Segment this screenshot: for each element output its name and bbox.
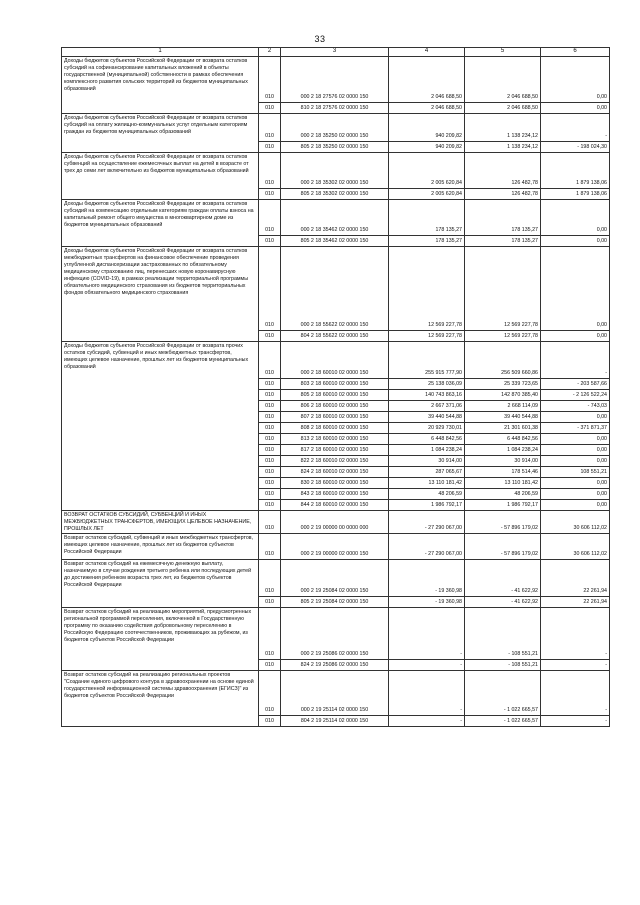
value-col-6: 0,00 — [541, 247, 610, 331]
value-col-4: 178 135,27 — [389, 200, 465, 236]
table-row — [62, 247, 610, 331]
budget-classification-code: 822 2 18 60010 02 0000 150 — [281, 456, 389, 467]
column-header: 5 — [465, 48, 541, 57]
value-col-5: 12 569 227,78 — [465, 247, 541, 331]
row-code: 010 — [259, 103, 281, 114]
value-col-4: - — [389, 716, 465, 727]
row-code: 010 — [259, 236, 281, 247]
row-code: 010 — [259, 142, 281, 153]
value-col-4: 940 209,82 — [389, 142, 465, 153]
budget-classification-code: 808 2 18 60010 02 0000 150 — [281, 423, 389, 434]
budget-classification-code: 000 2 18 60010 02 0000 150 — [281, 342, 389, 379]
value-col-4: 2 046 688,50 — [389, 103, 465, 114]
value-col-5: 2 668 114,09 — [465, 401, 541, 412]
budget-classification-code: 843 2 18 60010 02 0000 150 — [281, 489, 389, 500]
value-col-4: 6 448 842,56 — [389, 434, 465, 445]
table-row — [62, 671, 610, 716]
value-col-5: - 108 551,21 — [465, 608, 541, 660]
value-col-6: 0,00 — [541, 445, 610, 456]
value-col-6: 1 879 138,06 — [541, 189, 610, 200]
value-col-5: - 41 622,92 — [465, 560, 541, 597]
column-header: 1 — [62, 48, 259, 57]
budget-classification-code: 805 2 18 35250 02 0000 150 — [281, 142, 389, 153]
value-col-4: 2 046 688,50 — [389, 57, 465, 103]
row-description: Возврат остатков субсидий, субвенций и иных межбюджетных трансфертов, имеющих целевое назначение, прошлых лет из бюджетов субъектов Российской Федерации — [62, 534, 259, 560]
value-col-5: 2 046 688,50 — [465, 57, 541, 103]
row-code: 010 — [259, 456, 281, 467]
value-col-5: 178 135,27 — [465, 236, 541, 247]
revenue-table — [61, 47, 610, 727]
row-description: Доходы бюджетов субъектов Российской Федерации от возврата остатков межбюджетных трансфертов на финансовое обеспечение проведения углубленной диспансеризации застрахованных по обязательному медицинскому страхованию лиц, перенесших новую коронавирусную инфекцию (COVID-19), в рамках реализации территориальной программы обязательного медицинского страхования из бюджетов территориальных фондов обязательного медицинского страхования — [62, 247, 259, 342]
value-col-6: 0,00 — [541, 434, 610, 445]
value-col-6: 0,00 — [541, 478, 610, 489]
value-col-6: 0,00 — [541, 57, 610, 103]
value-col-6: - — [541, 671, 610, 716]
row-code: 010 — [259, 247, 281, 331]
row-code: 010 — [259, 489, 281, 500]
value-col-4: 48 206,59 — [389, 489, 465, 500]
budget-classification-code: 805 2 19 25084 02 0000 150 — [281, 597, 389, 608]
value-col-6: 0,00 — [541, 500, 610, 511]
table-row — [62, 153, 610, 189]
row-code: 010 — [259, 716, 281, 727]
value-col-5: 178 135,27 — [465, 200, 541, 236]
value-col-6: 0,00 — [541, 103, 610, 114]
value-col-4: 25 138 036,09 — [389, 379, 465, 390]
value-col-5: 1 138 234,12 — [465, 142, 541, 153]
budget-classification-code: 805 2 18 35462 02 0000 150 — [281, 236, 389, 247]
value-col-5: 126 482,78 — [465, 189, 541, 200]
budget-classification-code: 000 2 18 35250 02 0000 150 — [281, 114, 389, 142]
value-col-6: 0,00 — [541, 456, 610, 467]
value-col-5: 1 986 792,17 — [465, 500, 541, 511]
row-code: 010 — [259, 608, 281, 660]
row-description: Доходы бюджетов субъектов Российской Федерации от возврата остатков субсидий на оплату жилищно-коммунальных услуг отдельным категориям граждан из бюджетов муниципальных образований — [62, 114, 259, 153]
budget-classification-code: 824 2 19 25086 02 0000 150 — [281, 660, 389, 671]
value-col-5: 1 084 238,24 — [465, 445, 541, 456]
row-code: 010 — [259, 412, 281, 423]
value-col-5: 21 301 601,38 — [465, 423, 541, 434]
budget-classification-code: 000 2 18 35302 02 0000 150 — [281, 153, 389, 189]
value-col-4: 178 135,27 — [389, 236, 465, 247]
budget-classification-code: 810 2 18 27576 02 0000 150 — [281, 103, 389, 114]
row-description: Возврат остатков субсидий на ежемесячную денежную выплату, назначаемую в случае рождения третьего ребенка или последующих детей до достижения ребенком возраста трех лет, из бюджетов субъектов Российской Федерации — [62, 560, 259, 608]
row-code: 010 — [259, 57, 281, 103]
value-col-4: 39 440 544,88 — [389, 412, 465, 423]
value-col-4: - — [389, 671, 465, 716]
value-col-6: - 2 126 522,24 — [541, 390, 610, 401]
value-col-6: 30 606 112,02 — [541, 534, 610, 560]
row-description: Возврат остатков субсидий на реализацию мероприятий, предусмотренных региональной программой переселения, включенной в Государственную программу по оказанию содействия добровольному переселению в Российскую Федерацию соотечественников, проживающих за рубежом, из бюджетов субъектов Российской Федерации — [62, 608, 259, 671]
value-col-5: 12 569 227,78 — [465, 331, 541, 342]
value-col-5: - 108 551,21 — [465, 660, 541, 671]
value-col-4: 940 209,82 — [389, 114, 465, 142]
value-col-5: - 1 022 665,57 — [465, 716, 541, 727]
budget-classification-code: 807 2 18 60010 02 0000 150 — [281, 412, 389, 423]
row-code: 010 — [259, 153, 281, 189]
value-col-4: 20 929 730,01 — [389, 423, 465, 434]
budget-classification-code: 000 2 19 25086 02 0000 150 — [281, 608, 389, 660]
budget-classification-code: 830 2 18 60010 02 0000 150 — [281, 478, 389, 489]
budget-classification-code: 804 2 18 55622 02 0000 150 — [281, 331, 389, 342]
budget-classification-code: 817 2 18 60010 02 0000 150 — [281, 445, 389, 456]
table-row — [62, 560, 610, 597]
value-col-4: - — [389, 660, 465, 671]
column-header: 6 — [541, 48, 610, 57]
value-col-4: - 19 360,98 — [389, 560, 465, 597]
value-col-4: 1 084 238,24 — [389, 445, 465, 456]
value-col-6: 0,00 — [541, 200, 610, 236]
budget-classification-code: 000 2 18 55622 02 0000 150 — [281, 247, 389, 331]
row-description: Доходы бюджетов субъектов Российской Федерации от возврата остатков субсидий на софинансирование капитальных вложений в объекты государственной (муниципальной) собственности в рамках обеспечения комплексного развития сельских территорий из бюджетов муниципальных образований — [62, 57, 259, 114]
value-col-6: 108 551,21 — [541, 467, 610, 478]
budget-classification-code: 844 2 18 60010 02 0000 150 — [281, 500, 389, 511]
row-description: ВОЗВРАТ ОСТАТКОВ СУБСИДИЙ, СУБВЕНЦИЙ И ИНЫХ МЕЖБЮДЖЕТНЫХ ТРАНСФЕРТОВ, ИМЕЮЩИХ ЦЕЛЕВОЕ НАЗНАЧЕНИЕ, ПРОШЛЫХ ЛЕТ — [62, 511, 259, 534]
row-code: 010 — [259, 390, 281, 401]
budget-classification-code: 000 2 19 00000 02 0000 150 — [281, 534, 389, 560]
column-header: 2 — [259, 48, 281, 57]
row-code: 010 — [259, 671, 281, 716]
value-col-4: 13 110 181,42 — [389, 478, 465, 489]
value-col-5: 30 914,00 — [465, 456, 541, 467]
table-row — [62, 57, 610, 103]
value-col-6: - 198 024,30 — [541, 142, 610, 153]
value-col-6: 22 261,94 — [541, 597, 610, 608]
row-description: Возврат остатков субсидий на реализацию региональных проектов "Создание единого цифрового контура в здравоохранении на основе единой государственной информационной системы здравоохранения (ЕГИСЗ)" из бюджетов субъектов Российской Федерации — [62, 671, 259, 727]
value-col-4: 2 005 620,84 — [389, 153, 465, 189]
row-code: 010 — [259, 597, 281, 608]
row-description: Доходы бюджетов субъектов Российской Федерации от возврата остатков субвенций на осуществление ежемесячных выплат на детей в возрасте от трех до семи лет включительно из бюджетов муниципальных образований — [62, 153, 259, 200]
value-col-4: - 27 290 067,00 — [389, 534, 465, 560]
row-code: 010 — [259, 467, 281, 478]
value-col-4: 12 569 227,78 — [389, 247, 465, 331]
budget-classification-code: 805 2 18 35302 02 0000 150 — [281, 189, 389, 200]
value-col-6: - — [541, 608, 610, 660]
table-row — [62, 342, 610, 379]
row-code: 010 — [259, 500, 281, 511]
value-col-6: 0,00 — [541, 236, 610, 247]
value-col-5: 1 138 234,12 — [465, 114, 541, 142]
value-col-6: 1 879 138,06 — [541, 153, 610, 189]
budget-classification-code: 000 2 19 25084 02 0000 150 — [281, 560, 389, 597]
value-col-6: - 203 587,66 — [541, 379, 610, 390]
budget-classification-code: 000 2 19 25114 02 0000 150 — [281, 671, 389, 716]
budget-classification-code: 824 2 18 60010 02 0000 150 — [281, 467, 389, 478]
value-col-5: 178 514,46 — [465, 467, 541, 478]
value-col-6: - 743,03 — [541, 401, 610, 412]
header-row — [62, 48, 610, 57]
value-col-4: 140 743 863,16 — [389, 390, 465, 401]
table-row — [62, 534, 610, 560]
value-col-5: 142 870 385,40 — [465, 390, 541, 401]
row-description: Доходы бюджетов субъектов Российской Федерации от возврата прочих остатков субсидий, субвенций и иных межбюджетных трансфертов, имеющих целевое назначение, прошлых лет из бюджетов муниципальных образований — [62, 342, 259, 511]
row-code: 010 — [259, 434, 281, 445]
value-col-5: - 1 022 665,57 — [465, 671, 541, 716]
value-col-6: - 371 871,37 — [541, 423, 610, 434]
value-col-6: - — [541, 114, 610, 142]
table-row — [62, 511, 610, 534]
row-code: 010 — [259, 660, 281, 671]
row-code: 010 — [259, 423, 281, 434]
value-col-6: - — [541, 342, 610, 379]
budget-classification-code: 000 2 18 35462 02 0000 150 — [281, 200, 389, 236]
value-col-4: 2 667 371,06 — [389, 401, 465, 412]
value-col-4: 2 005 620,84 — [389, 189, 465, 200]
value-col-5: 6 448 842,56 — [465, 434, 541, 445]
budget-classification-code: 000 2 19 00000 00 0000 000 — [281, 511, 389, 534]
value-col-4: 255 915 777,90 — [389, 342, 465, 379]
value-col-4: 287 065,67 — [389, 467, 465, 478]
value-col-4: 12 569 227,78 — [389, 331, 465, 342]
budget-classification-code: 805 2 18 60010 02 0000 150 — [281, 390, 389, 401]
row-code: 010 — [259, 331, 281, 342]
row-code: 010 — [259, 342, 281, 379]
budget-classification-code: 806 2 18 60010 02 0000 150 — [281, 401, 389, 412]
value-col-6: 22 261,94 — [541, 560, 610, 597]
value-col-6: - — [541, 716, 610, 727]
row-code: 010 — [259, 534, 281, 560]
value-col-5: 256 509 660,86 — [465, 342, 541, 379]
budget-classification-code: 000 2 18 27576 02 0000 150 — [281, 57, 389, 103]
row-code: 010 — [259, 511, 281, 534]
value-col-5: - 41 622,92 — [465, 597, 541, 608]
row-code: 010 — [259, 401, 281, 412]
table-row — [62, 608, 610, 660]
value-col-5: 126 482,78 — [465, 153, 541, 189]
row-code: 010 — [259, 478, 281, 489]
table-row — [62, 114, 610, 142]
value-col-5: - 57 896 179,02 — [465, 511, 541, 534]
value-col-6: 0,00 — [541, 331, 610, 342]
budget-classification-code: 813 2 18 60010 02 0000 150 — [281, 434, 389, 445]
row-code: 010 — [259, 114, 281, 142]
row-code: 010 — [259, 200, 281, 236]
row-code: 010 — [259, 445, 281, 456]
column-header: 4 — [389, 48, 465, 57]
value-col-6: - — [541, 660, 610, 671]
value-col-5: - 57 896 179,02 — [465, 534, 541, 560]
value-col-4: - 19 360,98 — [389, 597, 465, 608]
value-col-5: 13 110 181,42 — [465, 478, 541, 489]
column-header: 3 — [281, 48, 389, 57]
value-col-6: 30 606 112,02 — [541, 511, 610, 534]
value-col-5: 2 046 688,50 — [465, 103, 541, 114]
value-col-5: 25 339 723,65 — [465, 379, 541, 390]
value-col-5: 39 440 544,88 — [465, 412, 541, 423]
value-col-4: - 27 290 067,00 — [389, 511, 465, 534]
value-col-4: 1 986 792,17 — [389, 500, 465, 511]
table-row — [62, 200, 610, 236]
value-col-6: 0,00 — [541, 489, 610, 500]
row-code: 010 — [259, 189, 281, 200]
row-code: 010 — [259, 379, 281, 390]
value-col-5: 48 206,59 — [465, 489, 541, 500]
value-col-6: 0,00 — [541, 412, 610, 423]
row-code: 010 — [259, 560, 281, 597]
page-number: 33 — [314, 34, 326, 44]
value-col-4: - — [389, 608, 465, 660]
row-description: Доходы бюджетов субъектов Российской Федерации от возврата остатков субсидий на компенсацию отдельным категориям граждан оплаты взноса на капитальный ремонт общего имущества в многоквартирном доме из бюджетов муниципальных образований — [62, 200, 259, 247]
value-col-4: 30 914,00 — [389, 456, 465, 467]
budget-classification-code: 804 2 19 25114 02 0000 150 — [281, 716, 389, 727]
budget-classification-code: 803 2 18 60010 02 0000 150 — [281, 379, 389, 390]
